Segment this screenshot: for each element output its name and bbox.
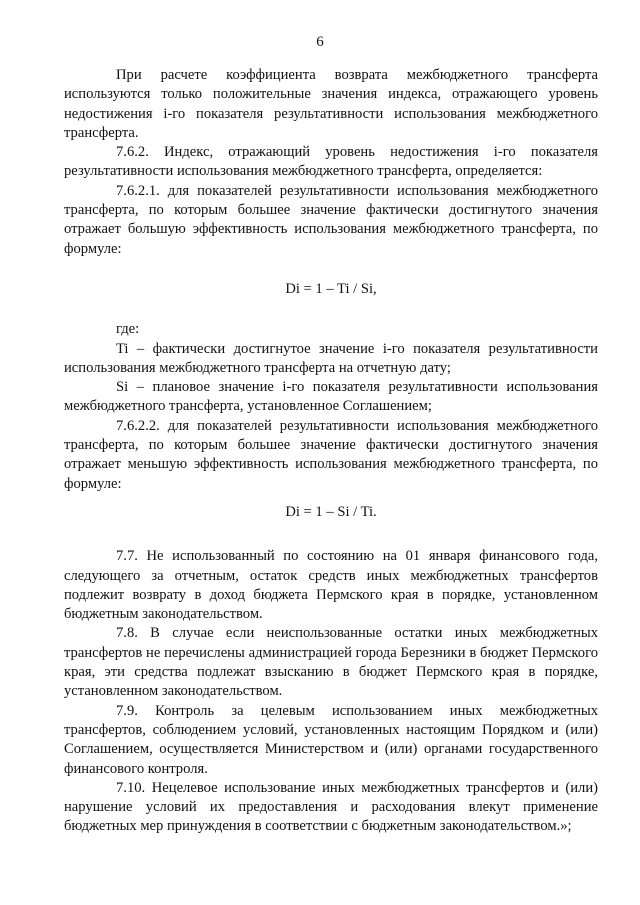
definition-si: Si – плановое значение i-го показателя результативности использования межбюджетного трансферта, установленное Соглашением; — [64, 379, 598, 415]
paragraph-7-10: 7.10. Нецелевое использование иных межбюджетных трансфертов и (или) нарушение условий их предоставления и расходования влекут применение бюджетных мер принуждения в соответствии с бюджетным законодательством.»; — [64, 779, 598, 835]
definition-ti: Ti – фактически достигнутое значение i-го показателя результативности использования межбюджетного трансферта на отчетную дату; — [64, 340, 598, 376]
document-body — [64, 66, 598, 837]
paragraph-7-6-2-2: 7.6.2.2. для показателей результативности использования межбюджетного трансферта, по которым большее значение фактически достигнутого значения отражает меньшую эффективность использования межбюджетного трансферта, по формуле: — [64, 417, 598, 492]
paragraph-7-6-2-1: 7.6.2.1. для показателей результативности использования межбюджетного трансферта, по которым большее значение фактически достигнутого значения отражает большую эффективность использования межбюджетного трансферта, по формуле: — [64, 182, 598, 257]
page-number: 6 — [316, 34, 324, 50]
formula-2: Di = 1 – Si / Ti. — [285, 503, 377, 520]
formula-1: Di = 1 – Ti / Si, — [285, 280, 377, 297]
paragraph-7-8: 7.8. В случае если неиспользованные остатки иных межбюджетных трансфертов не перечислены администрацией города Березники в бюджет Пермского края, эти средства подлежат взысканию в бюджет Пермского края в порядке, установленном законодательством. — [64, 625, 598, 700]
paragraph-coefficient-note: При расчете коэффициента возврата межбюджетного трансферта используются только положительные значения индекса, отражающего уровень недостижения i-го показателя результативности использования межбюджетного трансферта. — [64, 67, 598, 141]
where-label: где: — [116, 321, 140, 338]
paragraph-7-9: 7.9. Контроль за целевым использованием иных межбюджетных трансфертов, соблюдением условий, установленных настоящим Порядком и (или) Соглашением, осуществляется Министерством и (или) органами государственного финансового контроля. — [64, 702, 598, 777]
paragraph-7-7: 7.7. Не использованный по состоянию на 01 января финансового года, следующего за отчетным, остаток средств иных межбюджетных трансфертов подлежит возврату в доход бюджета Пермского края в порядке, установленном бюджетным законодательством. — [64, 548, 598, 623]
paragraph-7-6-2: 7.6.2. Индекс, отражающий уровень недостижения i-го показателя результативности использования межбюджетного трансферта, определяется: — [64, 144, 598, 180]
